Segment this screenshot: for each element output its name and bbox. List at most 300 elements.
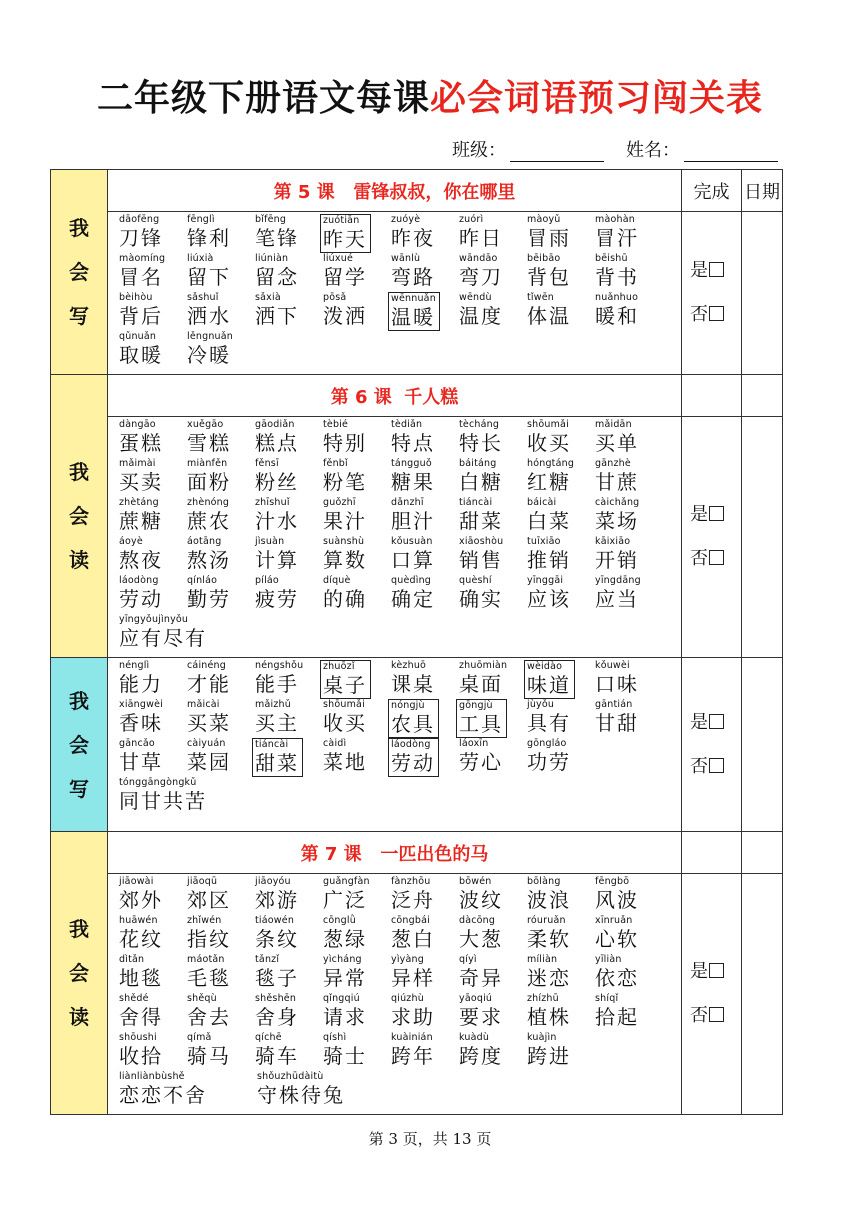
word-item bbox=[524, 214, 592, 253]
pinyin: zhènóng bbox=[187, 497, 230, 508]
pinyin: cōngbái bbox=[391, 915, 430, 926]
word: 胆汁 bbox=[391, 509, 435, 533]
checkbox-icon[interactable] bbox=[709, 714, 724, 729]
word-item bbox=[252, 575, 320, 614]
word: 开销 bbox=[595, 548, 639, 572]
word: 熬汤 bbox=[187, 548, 231, 572]
word: 留学 bbox=[323, 265, 367, 289]
word-item bbox=[456, 660, 524, 699]
pinyin: fěnsī bbox=[255, 458, 279, 469]
word-item bbox=[320, 738, 388, 777]
word-item bbox=[320, 419, 388, 458]
word-item bbox=[456, 536, 524, 575]
word-item bbox=[456, 993, 524, 1032]
pinyin: càichǎng bbox=[595, 497, 640, 508]
word: 暖和 bbox=[595, 304, 639, 328]
word: 葱白 bbox=[391, 927, 435, 951]
no-option[interactable]: 否 bbox=[690, 994, 741, 1038]
word: 弯路 bbox=[391, 265, 435, 289]
word-item bbox=[116, 536, 184, 575]
word-item bbox=[456, 876, 524, 915]
pinyin: shíqǐ bbox=[595, 993, 619, 1004]
word: 郊游 bbox=[255, 888, 299, 912]
date-cell[interactable] bbox=[742, 658, 783, 832]
word: 雪糕 bbox=[187, 431, 231, 455]
pinyin: míliàn bbox=[527, 954, 558, 965]
word: 刀锋 bbox=[119, 226, 163, 250]
word-item bbox=[592, 915, 660, 954]
word: 指纹 bbox=[187, 927, 231, 951]
word-item bbox=[388, 214, 456, 253]
word-item bbox=[320, 1032, 388, 1071]
word: 昨日 bbox=[459, 226, 503, 250]
word: 背书 bbox=[595, 265, 639, 289]
word: 甘蔗 bbox=[595, 470, 639, 494]
date-cell[interactable] bbox=[742, 212, 783, 375]
pinyin: jìsuàn bbox=[255, 536, 285, 547]
word-item bbox=[116, 497, 184, 536]
word-item bbox=[388, 419, 456, 458]
word: 大葱 bbox=[459, 927, 503, 951]
pinyin: zuótiān bbox=[323, 215, 360, 226]
word-item bbox=[592, 419, 660, 458]
word: 桌面 bbox=[459, 672, 503, 696]
side-label-write-5: 我 会 写 bbox=[51, 170, 108, 375]
word: 劳动 bbox=[391, 751, 435, 775]
word: 背包 bbox=[527, 265, 571, 289]
word-item-boxed bbox=[320, 214, 388, 253]
word-item bbox=[592, 993, 660, 1032]
pinyin: dǎnzhī bbox=[391, 497, 424, 508]
word: 白菜 bbox=[527, 509, 571, 533]
word: 舍得 bbox=[119, 1005, 163, 1029]
checkbox-icon[interactable] bbox=[709, 758, 724, 773]
pinyin: mǎicài bbox=[187, 699, 220, 710]
word: 蛋糕 bbox=[119, 431, 163, 455]
pinyin: yāoqiú bbox=[459, 993, 493, 1004]
word-item bbox=[456, 575, 524, 614]
word-item bbox=[456, 497, 524, 536]
word-item bbox=[252, 1032, 320, 1071]
word-item bbox=[592, 699, 660, 738]
pinyin: pōsǎ bbox=[323, 292, 347, 303]
word-item bbox=[320, 536, 388, 575]
page-footer: 第 3 页，共 13 页 bbox=[368, 1130, 492, 1148]
word: 洒水 bbox=[187, 304, 231, 328]
word: 泛舟 bbox=[391, 888, 435, 912]
yes-option[interactable]: 是 bbox=[690, 701, 741, 745]
vocab-table bbox=[50, 169, 783, 1115]
word-item bbox=[252, 458, 320, 497]
side-label-write-6: 我 会 写 bbox=[51, 658, 108, 832]
word-item bbox=[252, 419, 320, 458]
word: 锋利 bbox=[187, 226, 231, 250]
word: 确定 bbox=[391, 587, 435, 611]
pinyin: qíyì bbox=[459, 954, 477, 965]
word: 笔锋 bbox=[255, 226, 299, 250]
student-info bbox=[452, 136, 778, 162]
checkbox-icon[interactable] bbox=[709, 1007, 724, 1022]
pinyin: gānzhè bbox=[595, 458, 631, 469]
word-row bbox=[116, 660, 681, 699]
pinyin: shǒuzhūdàitù bbox=[257, 1071, 324, 1082]
pinyin: fěnbǐ bbox=[323, 458, 348, 469]
word-item bbox=[592, 497, 660, 536]
word-item bbox=[252, 253, 320, 292]
pinyin: kuàjìn bbox=[527, 1032, 557, 1043]
word-item bbox=[116, 331, 184, 370]
pinyin: shōumǎi bbox=[323, 699, 365, 710]
pinyin: gāntián bbox=[595, 699, 633, 710]
word-item bbox=[116, 614, 254, 653]
word: 课桌 bbox=[391, 672, 435, 696]
pinyin: fànzhōu bbox=[391, 876, 431, 887]
word-item bbox=[116, 954, 184, 993]
word-item bbox=[116, 575, 184, 614]
pinyin: nuǎnhuo bbox=[595, 292, 639, 303]
word-row bbox=[116, 915, 681, 954]
word-item bbox=[456, 292, 524, 331]
pinyin: qǐngqiú bbox=[323, 993, 360, 1004]
word: 体温 bbox=[527, 304, 571, 328]
pinyin: qíchē bbox=[255, 1032, 282, 1043]
word-item bbox=[116, 699, 184, 738]
pinyin: bèihòu bbox=[119, 292, 153, 303]
pinyin: nénglì bbox=[119, 660, 150, 671]
pinyin: zhǐwén bbox=[187, 915, 222, 926]
word: 粉丝 bbox=[255, 470, 299, 494]
pinyin: yīliàn bbox=[595, 954, 622, 965]
completion-cell bbox=[682, 212, 742, 375]
word-item bbox=[388, 575, 456, 614]
pinyin: cáinéng bbox=[187, 660, 227, 671]
word: 劳动 bbox=[119, 587, 163, 611]
word-row bbox=[116, 1032, 681, 1071]
word-item bbox=[320, 699, 388, 738]
word: 背后 bbox=[119, 304, 163, 328]
word: 温暖 bbox=[391, 305, 435, 329]
pinyin: báicài bbox=[527, 497, 557, 508]
word-item bbox=[252, 214, 320, 253]
yes-option[interactable]: 是 bbox=[690, 249, 741, 293]
word: 条纹 bbox=[255, 927, 299, 951]
pinyin: zuóyè bbox=[391, 214, 421, 225]
word-row bbox=[116, 1071, 681, 1110]
checkbox-icon[interactable] bbox=[709, 306, 724, 321]
word-item bbox=[252, 876, 320, 915]
word-row bbox=[116, 738, 681, 777]
no-option[interactable]: 否 bbox=[690, 293, 741, 337]
word: 异样 bbox=[391, 966, 435, 990]
pinyin: máotǎn bbox=[187, 954, 225, 965]
word: 疲劳 bbox=[255, 587, 299, 611]
word-item bbox=[184, 993, 252, 1032]
pinyin: màomíng bbox=[119, 253, 166, 264]
pinyin: bēibāo bbox=[527, 253, 561, 264]
pinyin: qǔnuǎn bbox=[119, 331, 157, 342]
pinyin: yīngdāng bbox=[595, 575, 641, 586]
word: 买单 bbox=[595, 431, 639, 455]
pinyin: wēndù bbox=[459, 292, 492, 303]
word-item bbox=[320, 954, 388, 993]
word-item bbox=[524, 292, 592, 331]
pinyin: gāncǎo bbox=[119, 738, 155, 749]
pinyin: mǎizhǔ bbox=[255, 699, 291, 710]
title-red: 必会词语预习闯关表 bbox=[430, 78, 764, 119]
date-cell[interactable] bbox=[742, 874, 783, 1115]
pinyin: dìtǎn bbox=[119, 954, 145, 965]
pinyin: hóngtáng bbox=[527, 458, 575, 469]
pinyin: kǒusuàn bbox=[391, 536, 433, 547]
name-label: 姓名： bbox=[626, 140, 680, 161]
word: 冒汗 bbox=[595, 226, 639, 250]
word-item bbox=[456, 915, 524, 954]
pinyin: láodòng bbox=[119, 575, 159, 586]
pinyin: suànshù bbox=[323, 536, 365, 547]
word: 计算 bbox=[255, 548, 299, 572]
word: 守株待兔 bbox=[257, 1083, 345, 1107]
class-label: 班级： bbox=[452, 140, 506, 161]
word-row bbox=[116, 699, 681, 738]
checkbox-icon[interactable] bbox=[709, 550, 724, 565]
no-option[interactable]: 否 bbox=[690, 537, 741, 581]
pinyin: láodòng bbox=[391, 739, 431, 750]
word-item bbox=[592, 876, 660, 915]
pinyin: liúxué bbox=[323, 253, 353, 264]
pinyin: zhètáng bbox=[119, 497, 159, 508]
word: 昨天 bbox=[323, 227, 367, 251]
pinyin: shěshēn bbox=[255, 993, 297, 1004]
word-item bbox=[524, 915, 592, 954]
word-row bbox=[116, 253, 681, 292]
word-item bbox=[252, 660, 320, 699]
word-item bbox=[184, 575, 252, 614]
word-item bbox=[388, 876, 456, 915]
word-item bbox=[388, 497, 456, 536]
word: 毛毯 bbox=[187, 966, 231, 990]
word: 农具 bbox=[391, 712, 435, 736]
pinyin: yìyàng bbox=[391, 954, 424, 965]
word: 跨进 bbox=[527, 1044, 571, 1068]
word-item bbox=[254, 1071, 392, 1110]
word-item bbox=[184, 1032, 252, 1071]
pinyin: shōushi bbox=[119, 1032, 157, 1043]
word: 广泛 bbox=[323, 888, 367, 912]
word-section-5-write bbox=[108, 212, 682, 375]
word: 洒下 bbox=[255, 304, 299, 328]
word: 粉笔 bbox=[323, 470, 367, 494]
word: 异常 bbox=[323, 966, 367, 990]
word: 地毯 bbox=[119, 966, 163, 990]
pinyin: yīnggāi bbox=[527, 575, 564, 586]
word-item bbox=[524, 458, 592, 497]
word-item bbox=[592, 458, 660, 497]
word: 葱绿 bbox=[323, 927, 367, 951]
pinyin: fēngbō bbox=[595, 876, 630, 887]
word: 跨度 bbox=[459, 1044, 503, 1068]
class-field[interactable] bbox=[510, 143, 604, 162]
word-item bbox=[252, 497, 320, 536]
word-item bbox=[456, 458, 524, 497]
word: 拾起 bbox=[595, 1005, 639, 1029]
word-item bbox=[524, 536, 592, 575]
word: 迷恋 bbox=[527, 966, 571, 990]
word-item bbox=[116, 292, 184, 331]
word-item bbox=[592, 253, 660, 292]
word: 菜场 bbox=[595, 509, 639, 533]
word-item-boxed bbox=[388, 738, 456, 777]
pinyin: bōwén bbox=[459, 876, 492, 887]
word: 冒雨 bbox=[527, 226, 571, 250]
word-item bbox=[116, 915, 184, 954]
pinyin: wēnnuǎn bbox=[391, 293, 436, 304]
word: 确实 bbox=[459, 587, 503, 611]
pinyin: tónggāngòngkǔ bbox=[119, 777, 197, 788]
word-row bbox=[116, 497, 681, 536]
pinyin: wèidào bbox=[527, 661, 563, 672]
yes-option[interactable]: 是 bbox=[690, 950, 741, 994]
lesson-header-5: 第 5 课 雷锋叔叔，你在哪里 bbox=[108, 170, 682, 212]
word: 功劳 bbox=[527, 750, 571, 774]
word-item bbox=[116, 1032, 184, 1071]
word: 应有尽有 bbox=[119, 626, 207, 650]
word-item-boxed bbox=[320, 660, 388, 699]
checkbox-icon[interactable] bbox=[709, 963, 724, 978]
pinyin: nóngjù bbox=[391, 700, 425, 711]
word: 推销 bbox=[527, 548, 571, 572]
word-item bbox=[524, 876, 592, 915]
word-item bbox=[320, 292, 388, 331]
word: 工具 bbox=[459, 712, 503, 736]
pinyin: zhuōmiàn bbox=[459, 660, 508, 671]
pinyin: qíshì bbox=[323, 1032, 347, 1043]
pinyin: liúniàn bbox=[255, 253, 289, 264]
word-item bbox=[456, 1032, 524, 1071]
pinyin: xīnruǎn bbox=[595, 915, 633, 926]
word-item bbox=[184, 876, 252, 915]
word-item bbox=[184, 419, 252, 458]
word: 蔗农 bbox=[187, 509, 231, 533]
word-item bbox=[184, 253, 252, 292]
pinyin: màohàn bbox=[595, 214, 635, 225]
word-item bbox=[456, 214, 524, 253]
pinyin: tiáncài bbox=[255, 739, 289, 750]
word: 昨夜 bbox=[391, 226, 435, 250]
word-item bbox=[592, 536, 660, 575]
pinyin: kuàdù bbox=[459, 1032, 490, 1043]
column-date-header: 日期 bbox=[742, 170, 783, 212]
word-item bbox=[184, 497, 252, 536]
checkbox-icon[interactable] bbox=[709, 262, 724, 277]
word-item bbox=[524, 419, 592, 458]
word-item bbox=[320, 993, 388, 1032]
word: 糕点 bbox=[255, 431, 299, 455]
word: 特别 bbox=[323, 431, 367, 455]
checkbox-icon[interactable] bbox=[709, 506, 724, 521]
pinyin: áoyè bbox=[119, 536, 143, 547]
pinyin: fēnglì bbox=[187, 214, 215, 225]
word-row bbox=[116, 954, 681, 993]
side-label-read-6: 我 会 读 bbox=[51, 375, 108, 658]
word: 求助 bbox=[391, 1005, 435, 1029]
pinyin: bǐfēng bbox=[255, 214, 287, 225]
word-row bbox=[116, 777, 681, 816]
word-item bbox=[524, 738, 592, 777]
word: 花纹 bbox=[119, 927, 163, 951]
pinyin: báitáng bbox=[459, 458, 497, 469]
word: 收买 bbox=[527, 431, 571, 455]
word: 甘甜 bbox=[595, 711, 639, 735]
word-item bbox=[524, 993, 592, 1032]
pinyin: tángguǒ bbox=[391, 458, 432, 469]
word: 香味 bbox=[119, 711, 163, 735]
word-item bbox=[184, 660, 252, 699]
word: 温度 bbox=[459, 304, 503, 328]
completion-cell bbox=[682, 658, 742, 832]
lesson-header-7: 第 7 课 一匹出色的马 bbox=[108, 832, 682, 874]
pinyin: áotāng bbox=[187, 536, 222, 547]
pinyin: zhízhū bbox=[527, 993, 559, 1004]
word-item bbox=[388, 993, 456, 1032]
word-item bbox=[116, 253, 184, 292]
word-item bbox=[116, 660, 184, 699]
title-black: 二年级下册语文每课 bbox=[96, 78, 430, 119]
word: 买菜 bbox=[187, 711, 231, 735]
yes-option[interactable]: 是 bbox=[690, 493, 741, 537]
word: 毯子 bbox=[255, 966, 299, 990]
pinyin: wānlù bbox=[391, 253, 421, 264]
word-item bbox=[592, 214, 660, 253]
word-item bbox=[388, 954, 456, 993]
word: 留下 bbox=[187, 265, 231, 289]
no-option[interactable]: 否 bbox=[690, 745, 741, 789]
word-item-boxed bbox=[456, 699, 524, 738]
word: 具有 bbox=[527, 711, 571, 735]
word: 口算 bbox=[391, 548, 435, 572]
pinyin: zhīshuǐ bbox=[255, 497, 290, 508]
word-item bbox=[592, 660, 660, 699]
pinyin: dāofēng bbox=[119, 214, 160, 225]
name-field[interactable] bbox=[684, 143, 778, 162]
word-item bbox=[388, 536, 456, 575]
word: 奇异 bbox=[459, 966, 503, 990]
word-item bbox=[116, 214, 184, 253]
pinyin: wāndāo bbox=[459, 253, 498, 264]
word: 白糖 bbox=[459, 470, 503, 494]
word: 心软 bbox=[595, 927, 639, 951]
word-item bbox=[116, 738, 184, 777]
pinyin: xuěgāo bbox=[187, 419, 224, 430]
word-item-boxed bbox=[252, 738, 320, 777]
pinyin: yīngyǒujìnyǒu bbox=[119, 614, 189, 625]
pinyin: qínláo bbox=[187, 575, 218, 586]
pinyin: màoyǔ bbox=[527, 214, 561, 225]
word: 蔗糖 bbox=[119, 509, 163, 533]
word: 留念 bbox=[255, 265, 299, 289]
word: 桌子 bbox=[323, 673, 367, 697]
pinyin: díquè bbox=[323, 575, 351, 586]
word-row bbox=[116, 536, 681, 575]
word: 应当 bbox=[595, 587, 639, 611]
word-item bbox=[456, 419, 524, 458]
date-cell[interactable] bbox=[742, 417, 783, 658]
pinyin: jiāoqū bbox=[187, 876, 218, 887]
pinyin: láoxīn bbox=[459, 738, 489, 749]
pinyin: mǎidān bbox=[595, 419, 632, 430]
word: 劳心 bbox=[459, 750, 503, 774]
word-item bbox=[116, 458, 184, 497]
word-section-6-write bbox=[108, 658, 682, 832]
